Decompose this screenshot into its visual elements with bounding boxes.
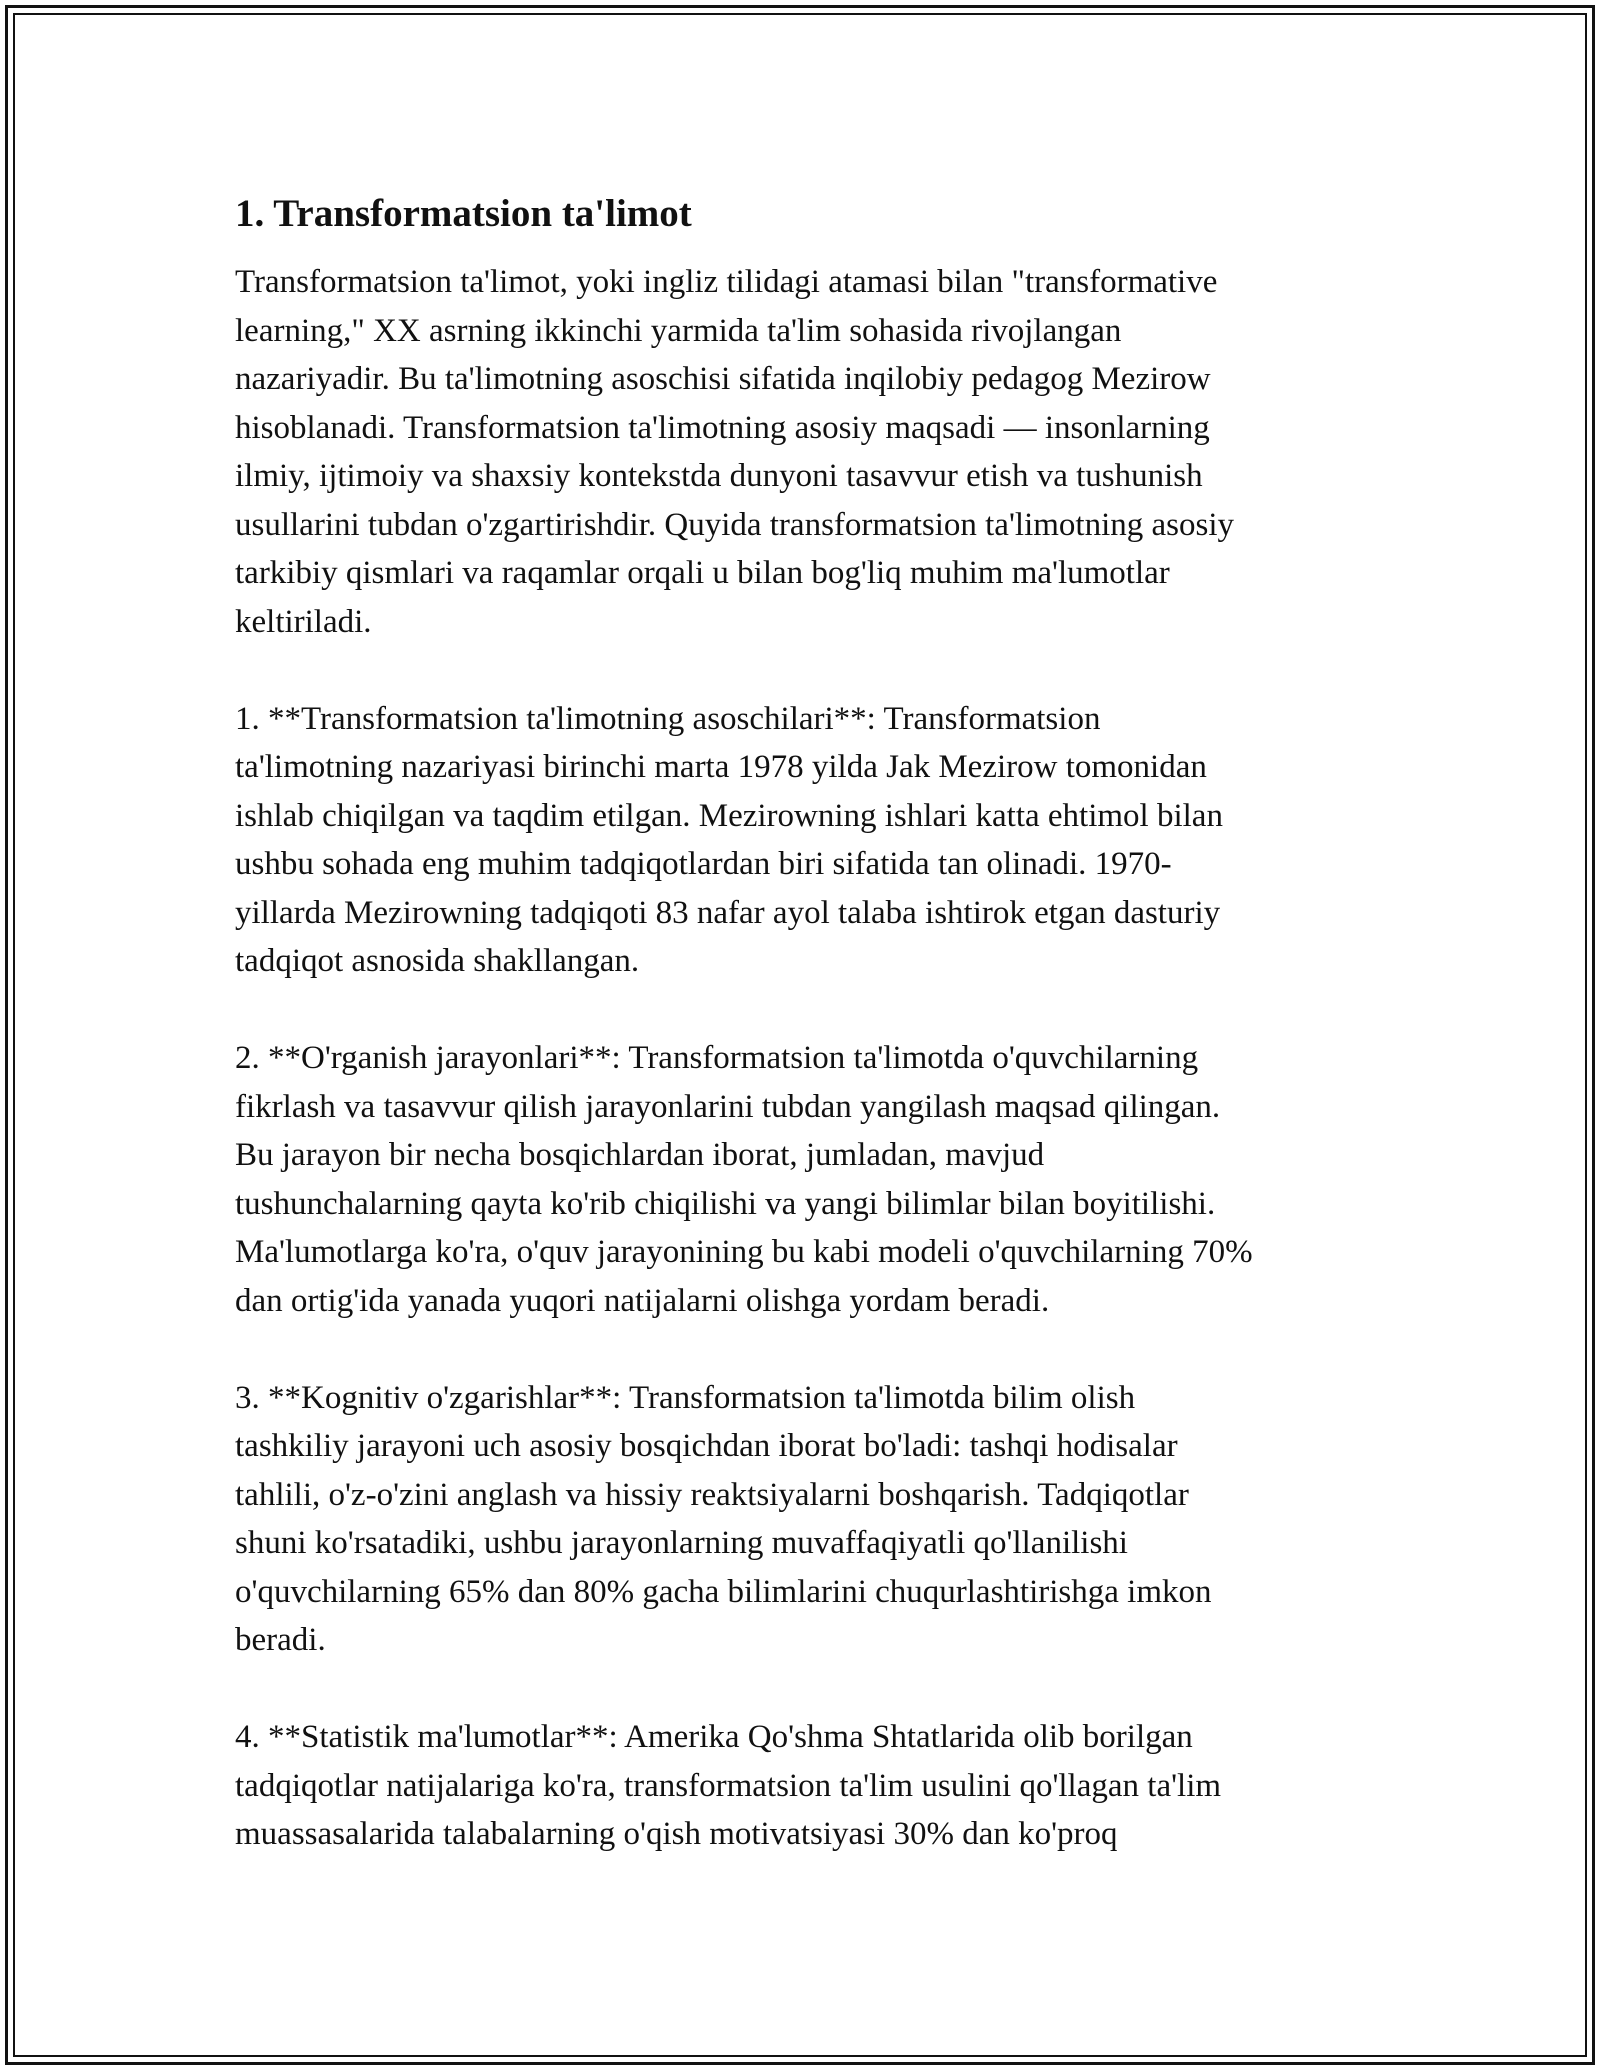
point-1-paragraph: 1. **Transformatsion ta'limotning asoschilari**: Transformatsion ta'limotning nazariyasi birinchi marta 1978 yilda Jak Mezirow tomonidan ishlab chiqilgan va taqdim etilgan. Mezirowning ishlari katta ehtimol bilan ushbu sohada eng muhim tadqiqotlardan biri sifatida tan olinadi. 1970- yillarda Mezirowning tadqiqoti 83 nafar ayol talaba ishtirok etgan dasturiy tadqiqot asnosida shakllangan.	[235, 700, 1223, 979]
document-body	[235, 188, 1370, 1859]
intro-paragraph: Transformatsion ta'limot, yoki ingliz tilidagi atamasi bilan "transformative learning," XX asrning ikkinchi yarmida ta'lim sohasida rivojlangan nazariyadir. Bu ta'limotning asoschisi sifatida inqilobiy pedagog Mezirow hisoblanadi. Transformatsion ta'limotning asosiy maqsadi — insonlarning ilmiy, ijtimoiy va shaxsiy kontekstda dunyoni tasavvur etish va tushunish usullarini tubdan o'zgartirishdir. Quyida transformatsion ta'limotning asosiy tarkibiy qismlari va raqamlar orqali u bilan bog'liq muhim ma'lumotlar keltiriladi.	[235, 264, 1234, 640]
point-3-paragraph: 3. **Kognitiv o'zgarishlar**: Transformatsion ta'limotda bilim olish tashkiliy jarayoni uch asosiy bosqichdan iborat bo'ladi: tashqi hodisalar tahlili, o'z-o'zini anglash va hissiy reaktsiyalarni boshqarish. Tadqiqotlar shuni ko'rsatadiki, ushbu jarayonlarning muvaffaqiyatli qo'llanilishi o'quvchilarning 65% dan 80% gacha bilimlarini chuqurlashtirishga imkon beradi.	[235, 1379, 1212, 1658]
point-4-paragraph: 4. **Statistik ma'lumotlar**: Amerika Qo'shma Shtatlarida olib borilgan tadqiqotlar natijalariga ko'ra, transformatsion ta'lim usulini qo'llagan ta'lim muassasalarida talabalarning o'qish motivatsiyasi 30% dan ko'proq	[235, 1719, 1222, 1852]
section-heading: 1. Transformatsion ta'limot	[235, 192, 692, 235]
point-2-paragraph: 2. **O'rganish jarayonlari**: Transformatsion ta'limotda o'quvchilarning fikrlash va tasavvur qilish jarayonlarini tubdan yangilash maqsad qilingan. Bu jarayon bir necha bosqichlardan iborat, jumladan, mavjud tushunchalarning qayta ko'rib chiqilishi va yangi bilimlar bilan boyitilishi. Ma'lumotlarga ko'ra, o'quv jarayonining bu kabi modeli o'quvchilarning 70% dan ortig'ida yanada yuqori natijalarni olishga yordam beradi.	[235, 1040, 1253, 1319]
